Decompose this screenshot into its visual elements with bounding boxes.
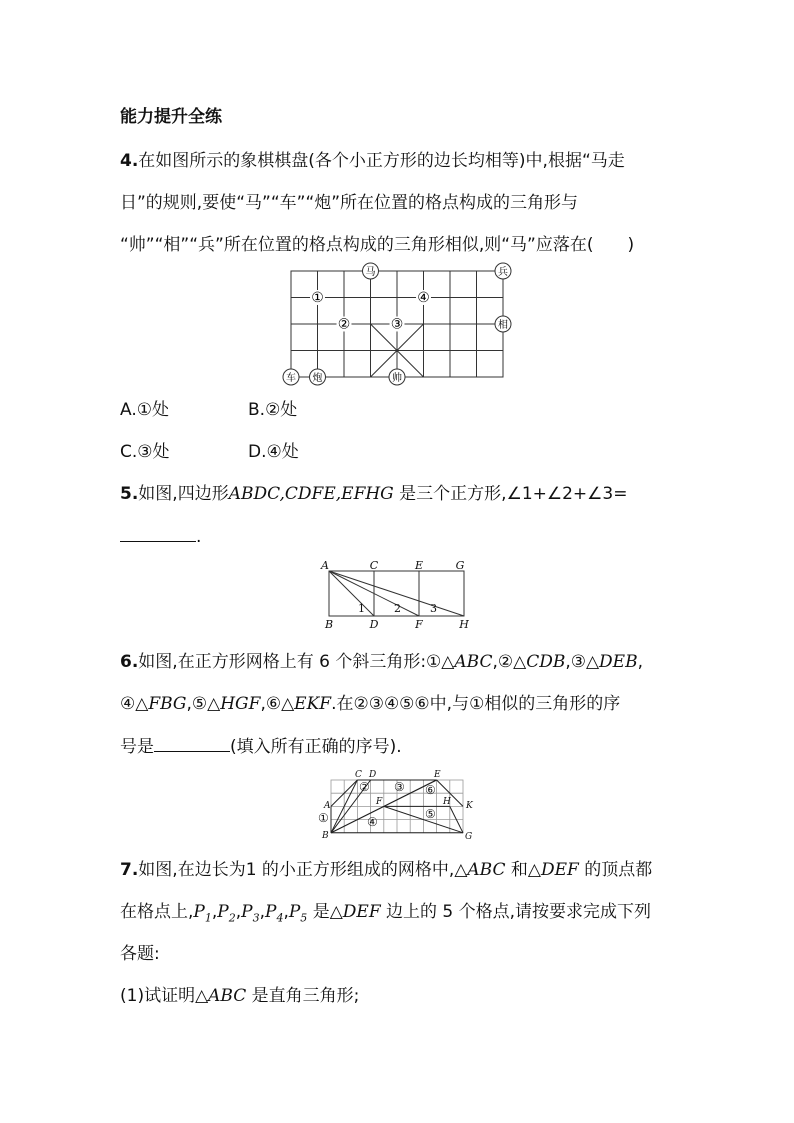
q7-abc: ABC (467, 860, 506, 880)
q6-marker-5: ⑤ (425, 807, 436, 821)
q5-label-c: C (369, 559, 379, 572)
q6-tri-4: FBG (148, 694, 187, 714)
q5-angle-1: 1 (358, 602, 365, 615)
q7-text-2b: 是△ (307, 902, 343, 922)
q6-text-1: 如图,在正方形网格上有 6 个斜三角形:①△ (138, 652, 455, 672)
q5-label-h: H (459, 618, 469, 631)
q6-text-3a: 号是 (120, 737, 154, 757)
q6-sep-3: ,③△ (565, 652, 600, 672)
q6-tri-1: ABC (454, 652, 493, 672)
q6-label-h: H (443, 797, 451, 807)
q6-sep-5: ,⑤△ (186, 694, 221, 714)
q6-label-c: C (355, 770, 362, 780)
q6-sep-6: ,⑥△ (260, 694, 295, 714)
q6-text-2a: ④△ (120, 694, 149, 714)
svg-text:③: ③ (390, 316, 404, 333)
q5-number: 5. (120, 484, 139, 504)
q5-label-a: A (321, 559, 329, 572)
svg-text:兵: 兵 (498, 267, 508, 278)
q5-angle-3: 3 (430, 602, 437, 615)
q5-label-g: G (455, 559, 465, 572)
svg-text:①: ① (311, 290, 324, 306)
q4-option-c[interactable]: C.③处 (120, 442, 170, 462)
q6-marker-4: ④ (367, 815, 378, 829)
q7-p2: $P_2$ (217, 902, 236, 925)
q6-text-3b: (填入所有正确的序号). (230, 737, 402, 757)
q4-text-1: 在如图所示的象棋棋盘(各个小正方形的边长均相等)中,根据“马走 (138, 151, 625, 171)
q6-tri-6: EKF (294, 694, 332, 714)
q4-number: 4. (120, 151, 139, 171)
q7-def-2: DEF (342, 902, 381, 922)
q5-label-f: F (415, 618, 423, 631)
svg-text:帅: 帅 (392, 373, 402, 384)
q5-end: . (196, 527, 202, 547)
q6-label-k: K (466, 801, 473, 811)
q7-def: DEF (540, 860, 579, 880)
q5-text-b: 是三个正方形,∠1+∠2+∠3= (399, 484, 628, 504)
q7-text-1c: 的顶点都 (578, 860, 653, 880)
q6-label-f: F (376, 797, 383, 807)
q7-part1-b: 是直角三角形; (246, 986, 360, 1006)
svg-text:②: ② (337, 316, 351, 333)
q7-part1-a: (1)试证明△ (120, 986, 209, 1006)
q7-p1: $P_1$ (193, 902, 212, 925)
q6-marker-2: ② (359, 780, 370, 794)
q7-p4: $P_4$ (264, 902, 284, 925)
svg-text:相: 相 (498, 320, 508, 331)
q7-line-1 (120, 859, 652, 881)
q7-p3: $P_3$ (241, 902, 260, 925)
q6-label-a: A (324, 801, 331, 811)
q6-marker-6: ⑥ (425, 783, 436, 797)
q6-tri-5: HGF (220, 694, 261, 714)
svg-text:炮: 炮 (312, 373, 323, 384)
q6-marker-1: ① (318, 811, 329, 825)
q7-part-1 (120, 985, 359, 1007)
q6-label-d: D (369, 770, 377, 780)
q7-text-1b: 和△ (505, 860, 541, 880)
svg-text:④: ④ (417, 290, 430, 306)
q4-option-b[interactable]: B.②处 (248, 400, 298, 420)
q7-text-2a: 在格点上, (120, 902, 194, 922)
q5-text-a: 如图,四边形 (138, 484, 229, 504)
q4-option-d[interactable]: D.④处 (248, 442, 299, 462)
q7-number: 7. (120, 860, 139, 880)
q6-number: 6. (120, 652, 139, 672)
q6-label-g: G (465, 832, 473, 842)
q7-line-3: 各题: (120, 944, 160, 964)
q6-tri-2: CDB (526, 652, 566, 672)
q4-option-a[interactable]: A.①处 (120, 400, 169, 420)
section-title: 能力提升全练 (120, 107, 222, 127)
q5-label-e: E (414, 559, 424, 572)
q6-sep-4: , (637, 652, 643, 672)
q6-sep-2: ,②△ (492, 652, 527, 672)
svg-text:车: 车 (286, 373, 296, 384)
q7-abc-2: ABC (208, 986, 247, 1006)
q5-label-d: D (369, 618, 379, 631)
q7-text-1a: 如图,在边长为1 的小正方形组成的网格中,△ (138, 860, 468, 880)
q6-label-b: B (322, 831, 329, 841)
q7-line-2: 在格点上$,P_1,P_2,P_3,P_4,P_5$ 是△DEF 边上的 5 个格点,请按要求完成下列 (120, 902, 652, 925)
q6-tri-3: DEB (599, 652, 638, 672)
q4-line-3: “帅”“相”“兵”所在位置的格点构成的三角形相似,则“马”应落在( ) (120, 235, 635, 255)
q5-angle-2: 2 (394, 602, 401, 615)
q5-shapes: ABDC,CDFE,EFHG (228, 484, 394, 504)
svg-text:马: 马 (365, 267, 376, 278)
q7-text-2c: 边上的 5 个格点,请按要求完成下列 (380, 902, 652, 922)
q6-text-2b: .在②③④⑤⑥中,与①相似的三角形的序 (331, 694, 621, 714)
q7-p5: $P_5$ (288, 902, 308, 925)
q6-label-e: E (434, 770, 441, 780)
q4-line-2: 日”的规则,要使“马”“车”“炮”所在位置的格点构成的三角形与 (120, 193, 579, 213)
q5-label-b: B (324, 618, 334, 631)
q6-marker-3: ③ (394, 780, 405, 794)
